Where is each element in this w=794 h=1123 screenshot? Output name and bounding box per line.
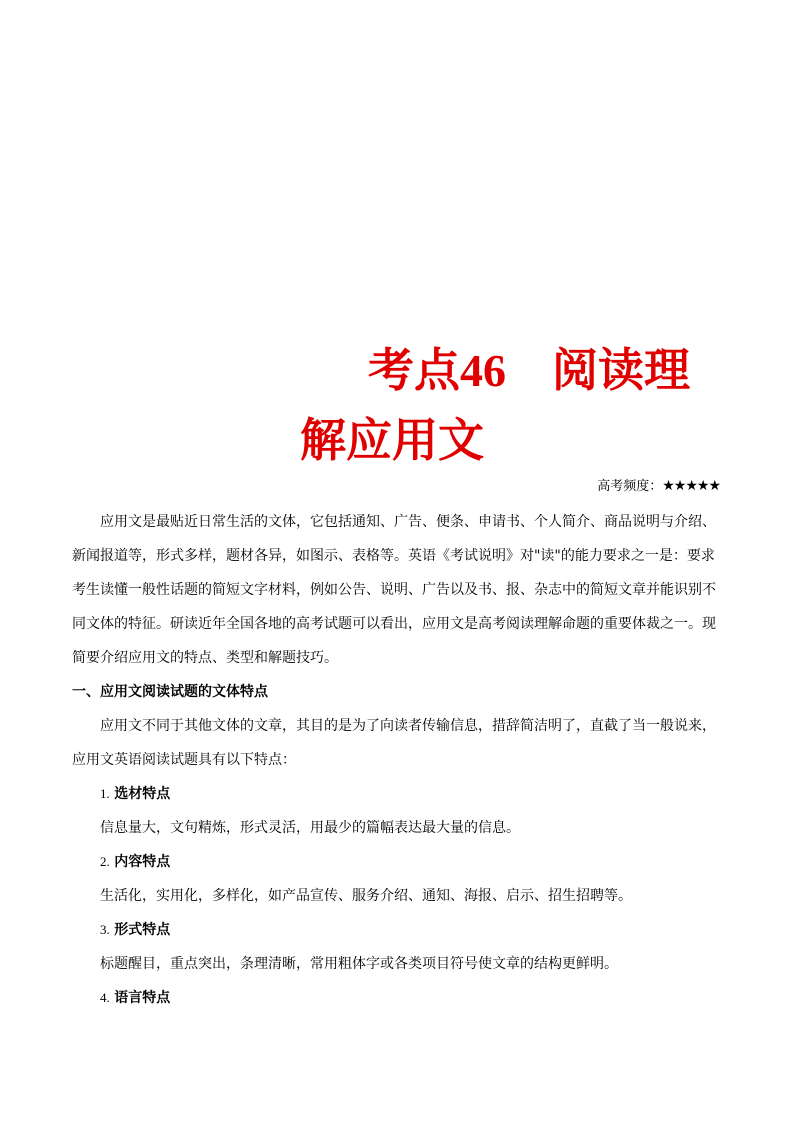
document-body (72, 505, 724, 1015)
subsection-heading (72, 845, 724, 879)
section-intro-paragraph: 应用文不同于其他文体的文章，其目的是为了向读者传输信息，措辞简洁明了，直截了当一般说来，应用文英语阅读试题具有以下特点： (72, 718, 716, 768)
subsection-heading (72, 913, 724, 947)
intro-paragraph: 应用文是最贴近日常生活的文体，它包括通知、广告、便条、申请书、个人简介、商品说明与介绍、新闻报道等，形式多样，题材各异，如图示、表格等。英语《考试说明》对"读"的能力要求之一是：要求考生读懂一般性话题的简短文字材料，例如公告、说明、广告以及书、报、杂志中的简短文章并能识别不同文体的特征。研读近年全国各地的高考试题可以看出，应用文是高考阅读理解命题的重要体裁之一。现简要介绍应用文的特点、类型和解题技巧。 (72, 514, 716, 666)
subsection-label: 选材特点 (114, 786, 171, 802)
subsection-label: 形式特点 (114, 922, 171, 938)
subsection-number: 2. (100, 854, 110, 869)
frequency-label: 高考频度： (597, 479, 663, 494)
page-title-line2: 解应用文 (300, 415, 484, 466)
subsection-heading (72, 777, 724, 811)
frequency-stars: ★★★★★ (662, 478, 720, 494)
page-title-line1: 考点46 阅读理 (368, 345, 690, 396)
subsection-text: 标题醒目，重点突出，条理清晰，常用粗体字或各类项目符号使文章的结构更鲜明。 (100, 956, 618, 972)
subsection-number: 4. (100, 990, 110, 1005)
subsection-number: 1. (100, 786, 110, 801)
subsection-text: 信息量大，文句精炼，形式灵活，用最少的篇幅表达最大量的信息。 (100, 820, 520, 836)
section-heading: 一、应用文阅读试题的文体特点 (72, 684, 268, 700)
subsection-number: 3. (100, 922, 110, 937)
subsection-text: 生活化，实用化，多样化，如产品宣传、服务介绍、通知、海报、启示、招生招聘等。 (100, 888, 632, 904)
subsection-label: 内容特点 (114, 854, 171, 870)
exam-frequency (597, 476, 720, 496)
subsection-label: 语言特点 (114, 990, 171, 1006)
subsection-heading (72, 981, 724, 1015)
